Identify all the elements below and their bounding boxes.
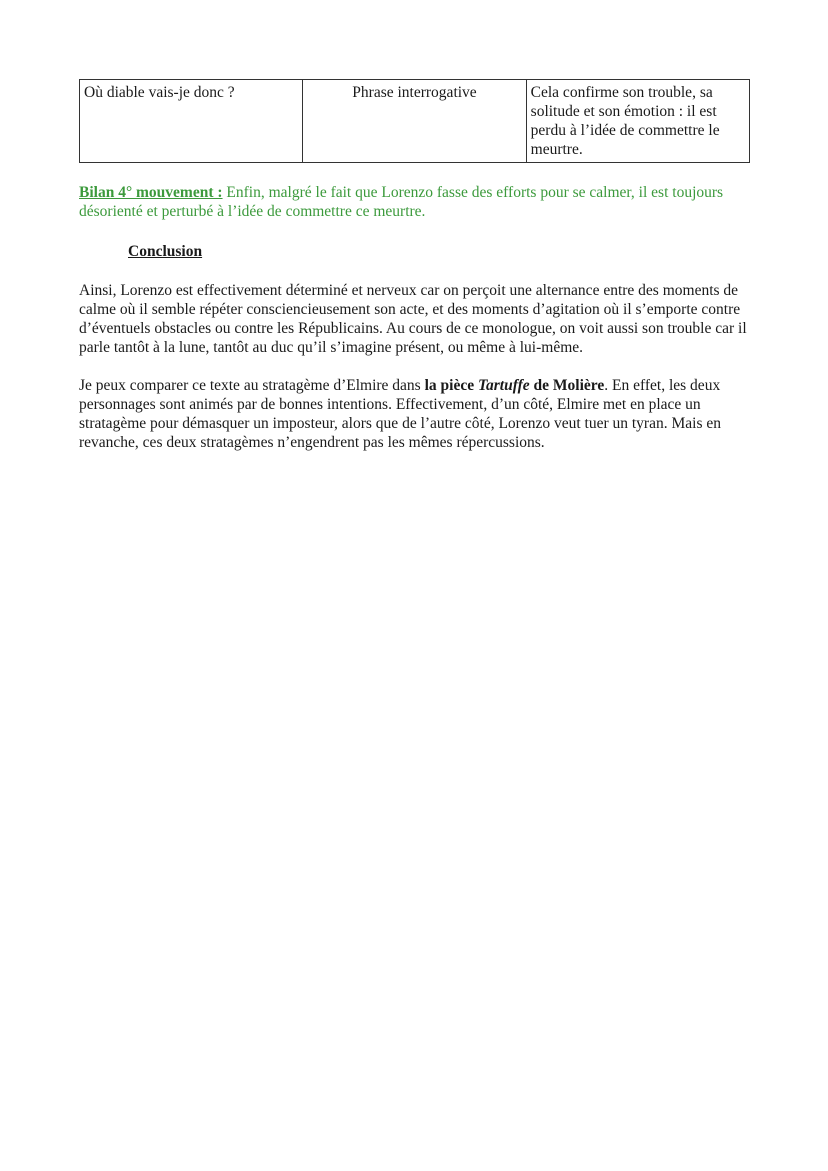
paragraph-2-part-1: Je peux comparer ce texte au stratagème d’Elmire dans bbox=[79, 377, 425, 394]
play-title: Tartuffe bbox=[477, 377, 530, 394]
paragraph-2-bold-2: de Molière bbox=[529, 377, 605, 394]
bilan-title: Bilan 4° mouvement : bbox=[79, 184, 223, 201]
quote-cell: Où diable vais-je donc ? bbox=[80, 80, 303, 163]
paragraph-2-bold-1: la pièce bbox=[424, 377, 478, 394]
interpretation-cell: Cela confirme son trouble, sa solitude et son émotion : il est perdu à l’idée de commettre le meurtre. bbox=[526, 80, 749, 163]
conclusion-paragraph-2 bbox=[79, 376, 751, 452]
paragraph-2-part-2: . En effet, les deux personnages sont animés par de bonnes intentions. Effectivement, d’un côté, Elmire met en place un stratagème pour démasquer un imposteur, alors que de l’autre côté, Lorenzo veut tuer un tyran. Mais en revanche, ces deux stratagèmes n’engendrent pas les mêmes répercussions. bbox=[79, 377, 721, 451]
bilan-text: Enfin, malgré le fait que Lorenzo fasse des efforts pour se calmer, il est toujours désorienté et perturbé à l’idée de commettre ce meurtre. bbox=[79, 184, 724, 220]
technique-cell: Phrase interrogative bbox=[303, 80, 526, 163]
analysis-table bbox=[79, 79, 750, 163]
conclusion-heading: Conclusion bbox=[128, 243, 203, 260]
document-page bbox=[79, 79, 751, 452]
table-row bbox=[80, 80, 750, 163]
bilan-paragraph bbox=[79, 183, 751, 221]
conclusion-paragraph-1: Ainsi, Lorenzo est effectivement déterminé et nerveux car on perçoit une alternance entre des moments de calme où il semble répéter consciencieusement son acte, et des moments d’agitation où il s’emporte contre d’éventuels obstacles ou contre les Républicains. Au cours de ce monologue, on voit aussi son trouble car il parle tantôt à la lune, tantôt au duc qu’il s’imagine présent, ou même à lui-même. bbox=[79, 282, 747, 356]
